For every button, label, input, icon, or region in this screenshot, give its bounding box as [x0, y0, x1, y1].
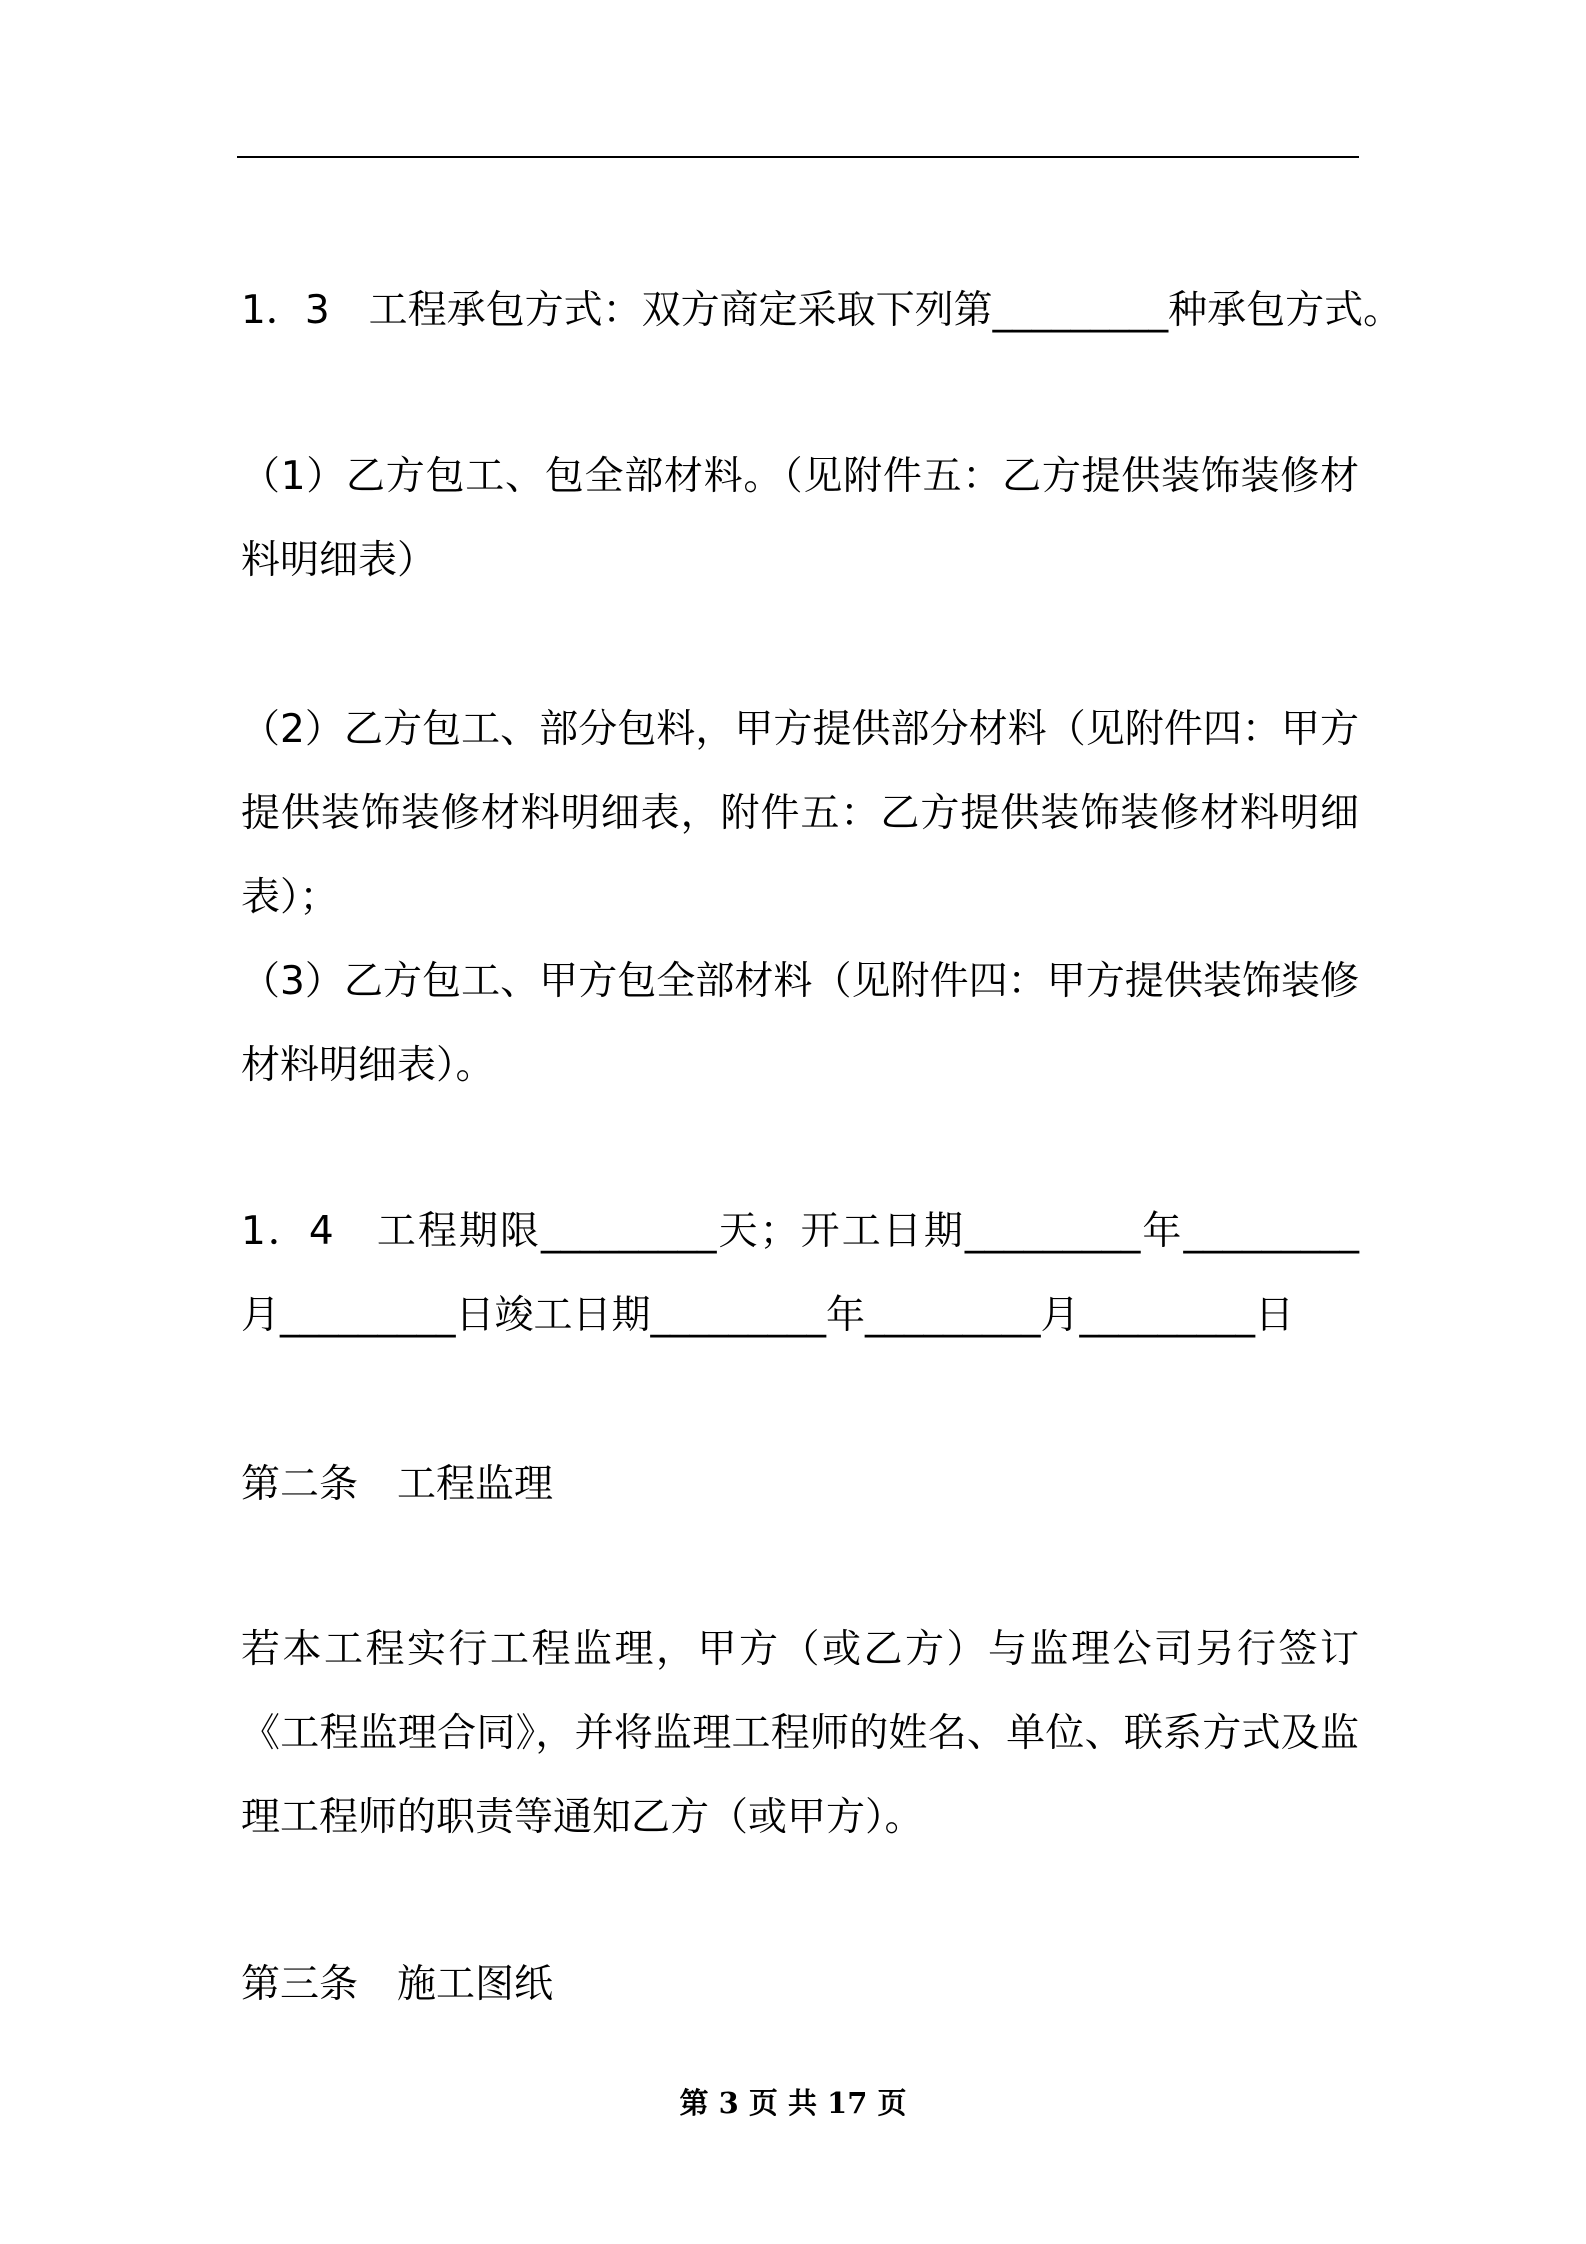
page-number: 第 3 页 共 17 页	[679, 2086, 907, 2120]
header-rule	[237, 156, 1359, 158]
clause-1-3: 1．3 工程承包方式：双方商定采取下列第_________种承包方式。	[241, 288, 1403, 333]
option-3: （3）乙方包工、甲方包全部材料（见附件四：甲方提供装饰装修材料明细表）。	[241, 959, 1359, 1088]
option-2: （2）乙方包工、部分包料，甲方提供部分材料（见附件四：甲方提供装饰装修材料明细表，附件五：乙方提供装饰装修材料明细表）；	[241, 707, 1359, 920]
option-1: （1）乙方包工、包全部材料。（见附件五：乙方提供装饰装修材料明细表）	[241, 454, 1359, 583]
article-2-body: 若本工程实行工程监理，甲方（或乙方）与监理公司另行签订《工程监理合同》，并将监理工程师的姓名、单位、联系方式及监理工程师的职责等通知乙方（或甲方）。	[241, 1627, 1359, 1840]
clause-1-4: 1．4 工程期限_________天；开工日期_________年_________月_________日竣工日期_________年_________月_________日	[241, 1209, 1359, 1338]
article-3-title: 第三条 施工图纸	[241, 1962, 554, 2007]
article-2-title: 第二条 工程监理	[241, 1462, 554, 1507]
